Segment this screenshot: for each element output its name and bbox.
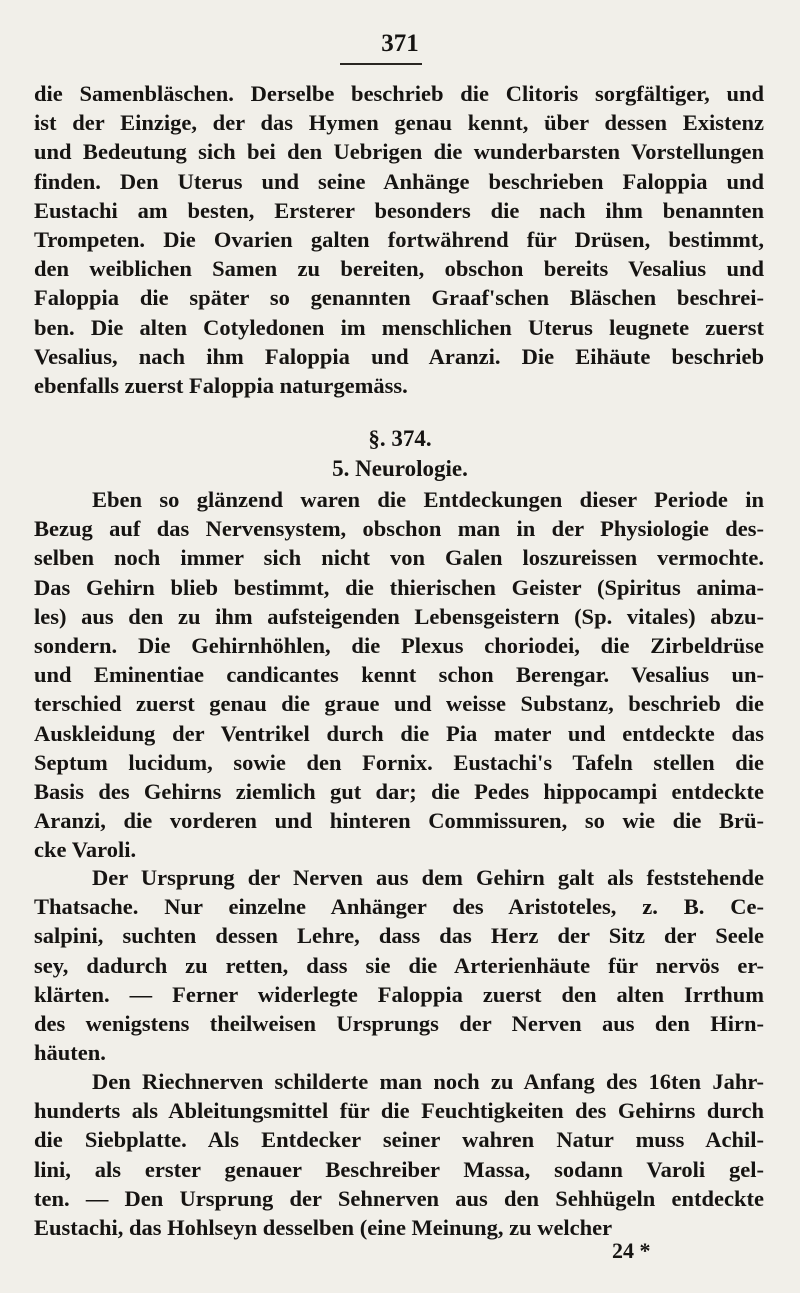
text-line: ten. — Den Ursprung der Sehnerven aus den Sehhügeln entdeckte [34, 1185, 764, 1211]
text-line: Trompeten. Die Ovarien galten fortwährend für Drüsen, bestimmt, [34, 227, 764, 252]
text-line: sey, dadurch zu retten, dass sie die Arterienhäute für nervös er- [34, 952, 764, 978]
text-line: den weiblichen Samen zu bereiten, obschon bereits Vesalius und [34, 256, 764, 282]
section-number: §. 374. [368, 426, 432, 451]
text-line: Das Gehirn blieb bestimmt, die thierischen Geister (Spiritus anima- [34, 574, 764, 600]
text-line: terschied zuerst genau die graue und weisse Substanz, beschrieb die [34, 691, 764, 717]
text-line: sondern. Die Gehirnhöhlen, die Plexus choriodei, die Zirbeldrüse [34, 633, 764, 658]
text-line: ben. Die alten Cotyledonen im menschlichen Uterus leugnete zuerst [34, 314, 764, 340]
text-line: Eben so glänzend waren die Entdeckungen dieser Periode in [92, 487, 764, 512]
text-line: Thatsache. Nur einzelne Anhänger des Aristoteles, z. B. Ce- [34, 894, 764, 920]
text-line: und Bedeutung sich bei den Uebrigen die wunderbarsten Vorstellungen [34, 139, 764, 165]
text-line: ist der Einzige, der das Hymen genau kennt, über dessen Existenz [34, 110, 764, 136]
signature-mark: 24 * [612, 1238, 651, 1263]
text-line: Eustachi am besten, Ersterer besonders die nach ihm benannten [34, 197, 764, 223]
text-line: die Siebplatte. Als Entdecker seiner wahren Natur muss Achil- [34, 1127, 764, 1153]
text-line: Auskleidung der Ventrikel durch die Pia mater und entdeckte das [34, 720, 764, 746]
text-line: selben noch immer sich nicht von Galen loszureissen vermochte. [34, 545, 764, 571]
text-line: lini, als erster genauer Beschreiber Massa, sodann Varoli gel- [34, 1156, 764, 1182]
text-line: häuten. [34, 1040, 106, 1066]
text-line: les) aus den zu ihm aufsteigenden Lebensgeistern (Sp. vitales) abzu- [34, 603, 764, 629]
text-line: Basis des Gehirns ziemlich gut dar; die Pedes hippocampi entdeckte [34, 779, 764, 804]
text-line: Vesalius, nach ihm Faloppia und Aranzi. Die Eihäute beschrieb [34, 343, 764, 369]
text-line: Faloppia die später so genannten Graaf'schen Bläschen beschrei- [34, 285, 764, 311]
page-number-rule [340, 63, 422, 65]
text-line: Aranzi, die vorderen und hinteren Commissuren, so wie die Brü- [34, 808, 764, 834]
text-line: salpini, suchten dessen Lehre, dass das Herz der Sitz der Seele [34, 923, 764, 949]
text-line: klärten. — Ferner widerlegte Faloppia zuerst den alten Irrthum [34, 981, 764, 1007]
text-line: Eustachi, das Hohlseyn desselben (eine Meinung, zu welcher [34, 1215, 613, 1240]
text-line: Bezug auf das Nervensystem, obschon man in der Physiologie des- [34, 516, 764, 542]
text-line: Der Ursprung der Nerven aus dem Gehirn galt als feststehende [92, 865, 764, 890]
text-line: Den Riechnerven schilderte man noch zu Anfang des 16ten Jahr- [92, 1069, 764, 1094]
section-title: 5. Neurologie. [332, 456, 468, 481]
text-line: hunderts als Ableitungsmittel für die Feuchtigkeiten des Gehirns durch [34, 1098, 764, 1124]
text-line: und Eminentiae candicantes kennt schon Berengar. Vesalius un- [34, 662, 764, 688]
text-line: Septum lucidum, sowie den Fornix. Eustachi's Tafeln stellen die [34, 749, 764, 775]
text-line: ebenfalls zuerst Faloppia naturgemäss. [34, 373, 408, 398]
text-line: des wenigstens theilweisen Ursprungs der Nerven aus den Hirn- [34, 1011, 764, 1036]
text-line: finden. Den Uterus und seine Anhänge beschrieben Faloppia und [34, 168, 764, 194]
page-number: 371 [381, 30, 419, 57]
text-line: cke Varoli. [34, 837, 137, 863]
text-line: die Samenbläschen. Derselbe beschrieb die Clitoris sorgfältiger, und [34, 81, 764, 106]
